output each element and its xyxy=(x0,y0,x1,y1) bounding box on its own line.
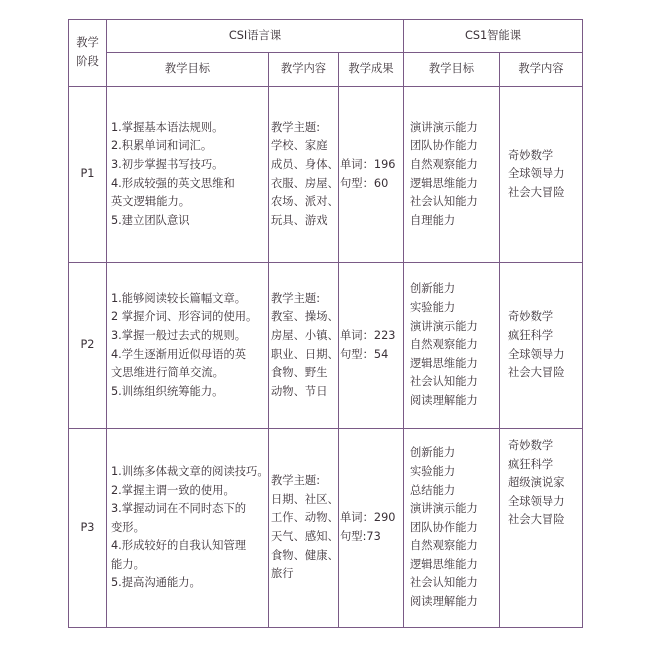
goal-line: 5.建立团队意识 xyxy=(111,213,190,227)
smart-content-line: 奇妙数学 xyxy=(508,439,554,452)
content-line: 成员、身体、 xyxy=(271,157,339,171)
cs1-goals-header: 教学目标 xyxy=(404,53,500,87)
table-row xyxy=(69,87,583,263)
smart-goal-line: 逻辑思维能力 xyxy=(410,176,478,190)
goal-line: 1.能够阅读较长篇幅文章。 xyxy=(111,291,247,305)
result-line: 单词：290 xyxy=(340,511,396,525)
smart-goal-line: 演讲演示能力 xyxy=(410,319,478,333)
smart-content-line: 社会大冒险 xyxy=(508,366,565,380)
smart-content-line: 社会大冒险 xyxy=(508,513,565,527)
csi-content-header: 教学内容 xyxy=(269,53,339,87)
csi-course-header: CSI语言课 xyxy=(107,20,404,53)
content-line: 工作、动物、 xyxy=(271,511,339,525)
goal-line: 2.掌握主谓一致的使用。 xyxy=(111,483,235,497)
smart-content-line: 全球领导力 xyxy=(508,494,565,508)
goal-line: 能力。 xyxy=(111,557,145,571)
content-line: 日期、社区、 xyxy=(271,492,339,506)
goal-line: 4.形成较强的英文思维和 xyxy=(111,176,235,190)
content-line: 教学主题: xyxy=(271,291,320,305)
smart-content-cell xyxy=(500,429,583,628)
goal-line: 3.初步掌握书写技巧。 xyxy=(111,157,224,171)
result-line: 句型:73 xyxy=(340,530,381,543)
result-line: 句型：60 xyxy=(340,176,389,190)
content-cell xyxy=(269,263,339,429)
result-line: 单词：196 xyxy=(340,157,396,171)
goal-line: 变形。 xyxy=(111,520,145,534)
smart-goal-line: 自然观察能力 xyxy=(410,338,478,352)
result-line: 单词：223 xyxy=(340,328,396,342)
smart-goal-line: 逻辑思维能力 xyxy=(410,557,478,571)
smart-content-line: 超级演说家 xyxy=(508,476,565,490)
goal-line: 3.掌握一般过去式的规则。 xyxy=(111,328,247,342)
cs1-content-header: 教学内容 xyxy=(500,53,583,87)
curriculum-table xyxy=(68,19,583,628)
smart-goal-line: 演讲演示能力 xyxy=(410,120,478,134)
smart-goal-line: 社会认知能力 xyxy=(410,576,478,590)
smart-content-line: 奇妙数学 xyxy=(508,148,554,162)
table-row xyxy=(69,429,583,628)
smart-goal-line: 社会认知能力 xyxy=(410,195,478,209)
smart-goal-line: 自理能力 xyxy=(410,213,456,227)
smart-goal-line: 自然观察能力 xyxy=(410,157,478,171)
csi-result-header: 教学成果 xyxy=(339,53,404,87)
result-cell xyxy=(339,429,404,628)
smart-content-line: 奇妙数学 xyxy=(508,310,554,324)
smart-goal-line: 阅读理解能力 xyxy=(410,393,478,407)
cs1-course-header: CS1智能课 xyxy=(404,20,583,53)
result-cell xyxy=(339,263,404,429)
content-line: 教学主题: xyxy=(271,474,320,488)
smart-goal-line: 总结能力 xyxy=(410,483,456,497)
goal-line: 5.训练组织统筹能力。 xyxy=(111,384,224,398)
smart-goal-line: 实验能力 xyxy=(410,464,456,478)
smart-content-line: 社会大冒险 xyxy=(508,185,565,199)
goal-line: 3.掌握动词在不同时态下的 xyxy=(111,502,247,516)
smart-goal-line: 阅读理解能力 xyxy=(410,595,478,609)
content-line: 房屋、小镇、 xyxy=(271,328,339,342)
smart-content-line: 全球领导力 xyxy=(508,347,565,361)
stage-header-line-2: 阶段 xyxy=(76,55,99,68)
goals-cell xyxy=(107,429,269,628)
content-line: 教学主题: xyxy=(271,120,320,134)
stage-header xyxy=(69,20,107,87)
goals-cell xyxy=(107,87,269,263)
content-line: 职业、日期、 xyxy=(271,347,339,361)
goal-line: 2 掌握介词、形容词的使用。 xyxy=(111,310,258,324)
smart-goal-line: 创新能力 xyxy=(410,282,456,296)
result-cell xyxy=(339,87,404,263)
goal-line: 5.提高沟通能力。 xyxy=(111,576,201,590)
content-cell xyxy=(269,87,339,263)
content-line: 天气、感知、 xyxy=(271,530,339,543)
content-line: 玩具、游戏 xyxy=(271,213,328,227)
goal-line: 2.积累单词和词汇。 xyxy=(111,139,213,153)
content-line: 食物、健康、 xyxy=(271,548,339,562)
content-cell xyxy=(269,429,339,628)
goals-cell xyxy=(107,263,269,429)
result-line: 句型：54 xyxy=(340,347,389,361)
content-line: 教室、操场、 xyxy=(271,310,339,324)
content-line: 食物、野生 xyxy=(271,366,328,380)
smart-goals-cell xyxy=(404,87,500,263)
smart-goal-line: 团队协作能力 xyxy=(410,139,478,153)
content-line: 动物、节日 xyxy=(271,384,328,398)
smart-goal-line: 社会认知能力 xyxy=(410,375,478,389)
smart-content-cell xyxy=(500,263,583,429)
smart-goal-line: 演讲演示能力 xyxy=(410,502,478,516)
table-row xyxy=(69,263,583,429)
smart-content-line: 疯狂科学 xyxy=(508,328,554,342)
content-line: 衣服、房屋、 xyxy=(271,176,339,190)
smart-content-cell xyxy=(500,87,583,263)
content-line: 旅行 xyxy=(271,567,294,581)
content-line: 学校、家庭 xyxy=(271,139,328,153)
stage-cell: P2 xyxy=(69,263,107,429)
goal-line: 1.掌握基本语法规则。 xyxy=(111,120,224,134)
smart-content-line: 全球领导力 xyxy=(508,167,565,181)
goal-line: 英文逻辑能力。 xyxy=(111,195,191,209)
smart-goal-line: 实验能力 xyxy=(410,301,456,315)
stage-header-line-1: 教学 xyxy=(76,36,99,50)
smart-content-line: 疯狂科学 xyxy=(508,457,554,471)
goal-line: 4.形成较好的自我认知管理 xyxy=(111,539,247,553)
csi-goals-header: 教学目标 xyxy=(107,53,269,87)
smart-goals-cell xyxy=(404,263,500,429)
goal-line: 文思维进行简单交流。 xyxy=(111,366,224,380)
stage-cell: P1 xyxy=(69,87,107,263)
goal-line: 4.学生逐渐用近似母语的英 xyxy=(111,347,247,361)
smart-goal-line: 创新能力 xyxy=(410,446,456,460)
content-line: 农场、派对、 xyxy=(271,195,339,209)
goal-line: 1.训练多体裁文章的阅读技巧。 xyxy=(111,464,269,478)
smart-goal-line: 团队协作能力 xyxy=(410,520,478,534)
smart-goal-line: 逻辑思维能力 xyxy=(410,356,478,370)
smart-goal-line: 自然观察能力 xyxy=(410,539,478,553)
stage-cell: P3 xyxy=(69,429,107,628)
smart-goals-cell xyxy=(404,429,500,628)
